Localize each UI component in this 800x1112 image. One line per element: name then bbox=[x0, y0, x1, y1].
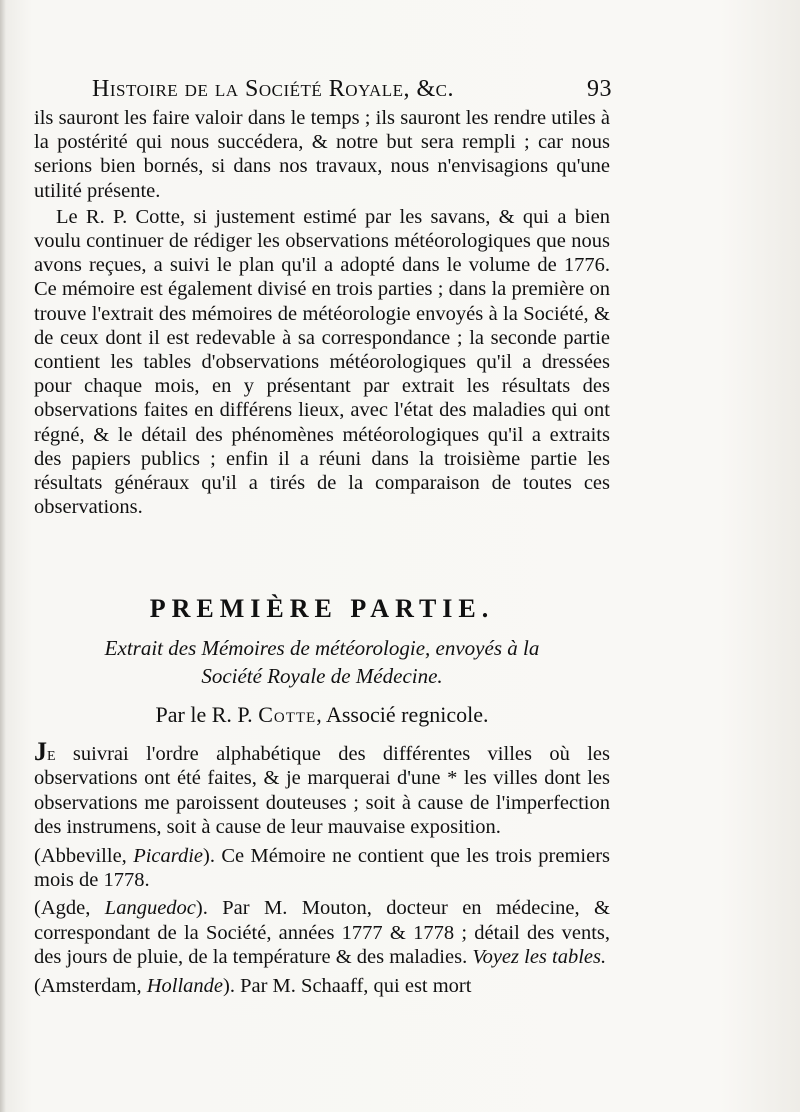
header-title: Histoire de la Société Royale, &c. bbox=[92, 76, 455, 102]
section-title: PREMIÈRE PARTIE. bbox=[149, 594, 495, 623]
entry-place: (Abbeville, bbox=[34, 844, 134, 867]
entry-text: ). Par M. Mouton, docteur en médecine, & correspondant de la Société, années 1777 & 1778 ; détail des vents, des jours de pluie, de la température & des maladies. bbox=[34, 897, 611, 969]
intro-paragraph-1: ils sauront les faire valoir dans le temps ; ils sauront les rendre utiles à la postérité qui nous succédera, & notre but sera rempli ; car nous serions bien bornés, si dans nos travaux, nous n'envisagions qu'une utilité présente. bbox=[34, 107, 610, 202]
drop-cap: J bbox=[34, 737, 47, 766]
entry-reference: Voyez les tables. bbox=[472, 946, 607, 969]
entry-region: Picardie bbox=[133, 844, 204, 867]
entry-agde bbox=[34, 896, 610, 969]
author-suffix: , Associé regnicole. bbox=[316, 702, 489, 727]
page-number: 93 bbox=[587, 76, 612, 102]
main-paragraph bbox=[34, 737, 610, 840]
entry-region: Hollande bbox=[146, 974, 224, 997]
subtitle-line-1: Extrait des Mémoires de météorologie, envoyés à la bbox=[104, 636, 540, 660]
author-line bbox=[34, 702, 610, 728]
entry-place: (Amsterdam, bbox=[34, 974, 147, 997]
author-prefix: Par le R. P. bbox=[155, 702, 253, 727]
section-subtitle bbox=[34, 634, 610, 690]
intro-paragraph-2: Le R. P. Cotte, si justement estimé par les savans, & qui a bien voulu continuer de rédiger les observations météorologiques que nous avons reçues, a suivi le plan qu'il a adopté dans le volume de 1776. Ce mémoire est également divisé en trois parties ; dans la première on trouve l'extrait des mémoires de météorologie envoyés à la Société, & de ceux dont il est redevable à sa correspondance ; la seconde partie contient les tables d'observations météorologiques qu'il a dressées pour chaque mois, en y présentant par extrait les résultats des observations faites en différens lieux, avec l'état des maladies qui ont régné, & le détail des phénomènes météorologiques qu'il a extraits des papiers publics ; enfin il a réuni dans la troisième partie les résultats généraux qu'il a tirés de la comparaison de toutes ces observations. bbox=[34, 205, 610, 519]
entry-text: ). Ce Mémoire ne contient que les trois premiers mois de 1778. bbox=[34, 844, 610, 892]
running-header bbox=[92, 76, 612, 110]
entry-place: (Agde, bbox=[34, 897, 105, 920]
entry-abbeville bbox=[34, 844, 610, 893]
author-name: Cotte bbox=[258, 702, 317, 727]
entry-text: ). Par M. Schaaff, qui est mort bbox=[223, 974, 472, 997]
subtitle-line-2: Société Royale de Médecine. bbox=[201, 664, 443, 688]
page-edge-shadow bbox=[0, 0, 6, 1112]
main-paragraph-text: suivrai l'ordre alphabétique des différentes villes où les observations ont été faites, & je marquerai d'une * les villes dont les observations me paroissent douteuses ; soit à cause de l'imperfection des instrumens, soit à cause de leur mauvaise exposition. bbox=[34, 743, 610, 839]
first-word-rest: e bbox=[47, 743, 56, 765]
main-text bbox=[34, 737, 611, 998]
intro-text bbox=[34, 106, 610, 519]
entry-amsterdam bbox=[34, 974, 610, 998]
entry-region: Languedoc bbox=[104, 897, 196, 920]
